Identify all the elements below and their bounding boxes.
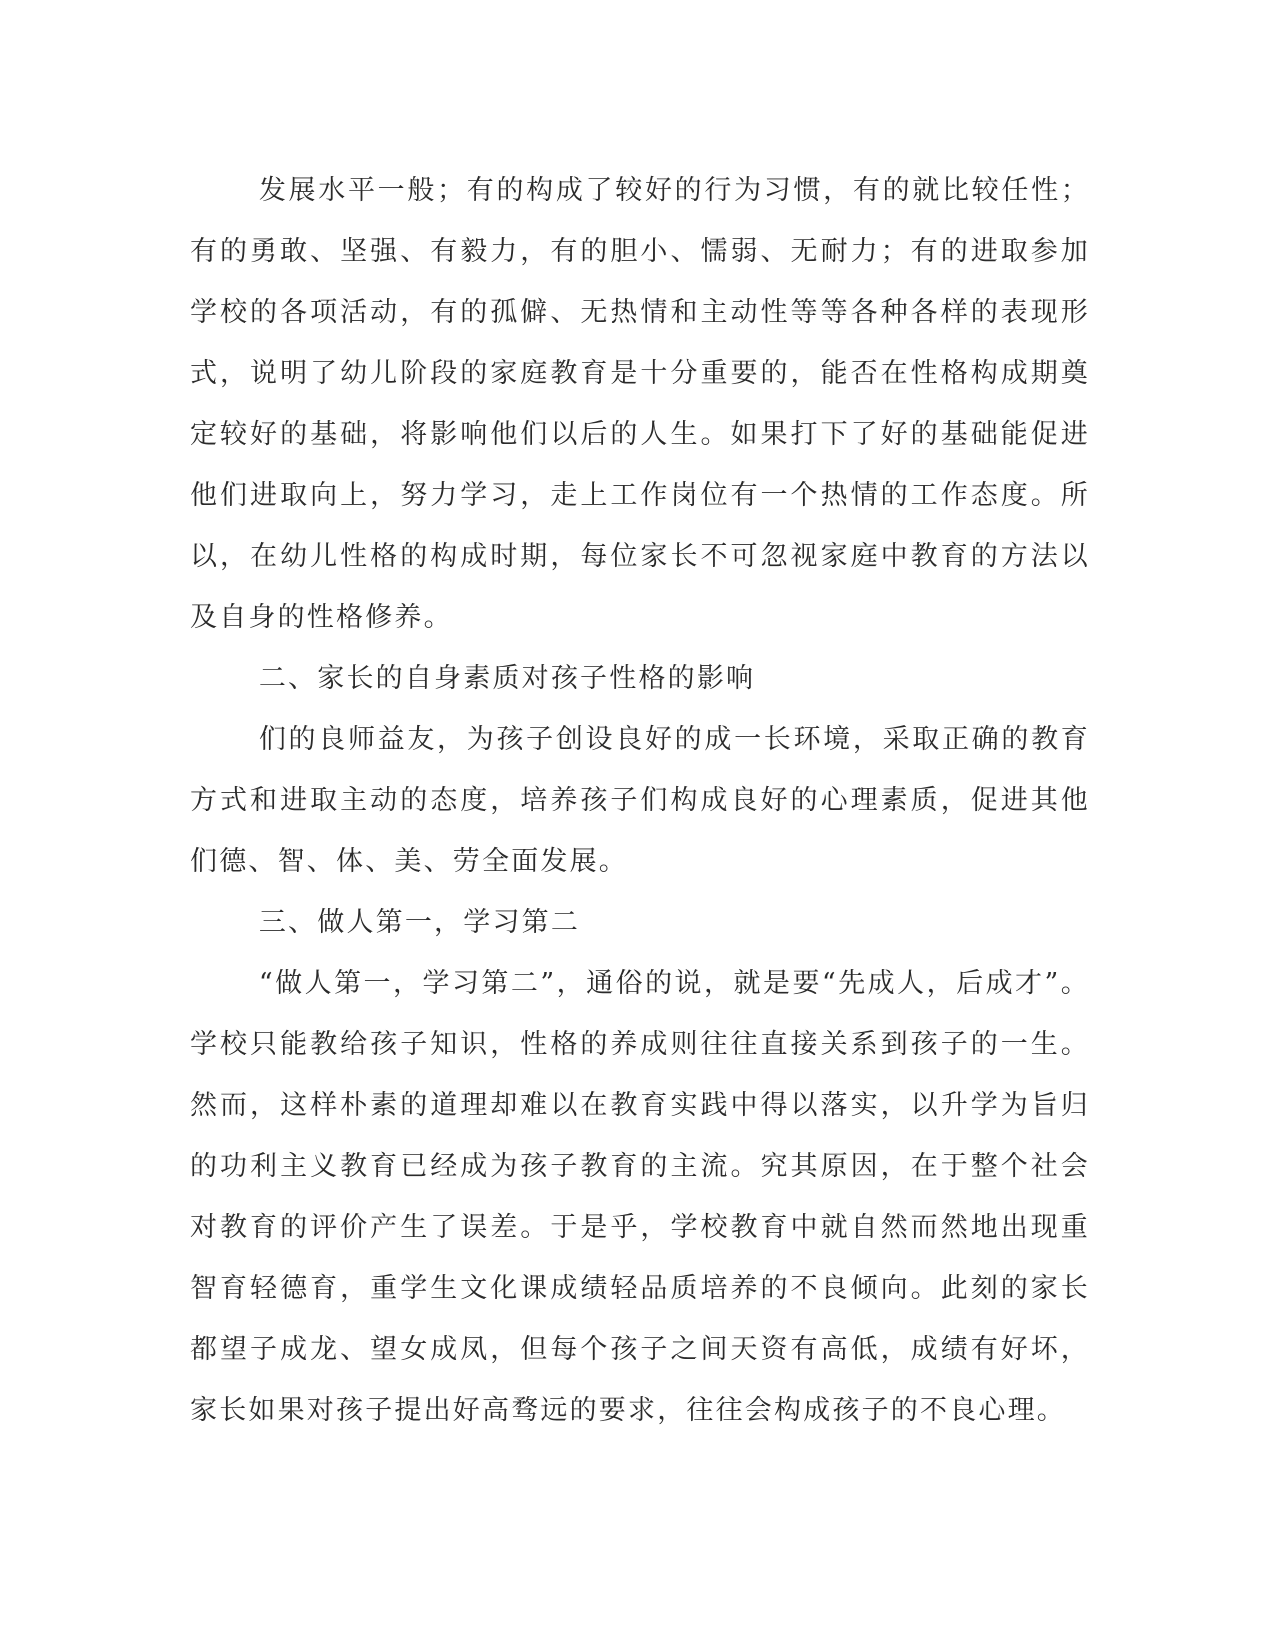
- paragraph-good-teacher: 们的良师益友，为孩子创设良好的成一长环境，采取正确的教育方式和进取主动的态度，培养孩子们构成良好的心理素质，促进其他们德、智、体、美、劳全面发展。: [190, 724, 1090, 877]
- paragraph-personality-development: 发展水平一般；有的构成了较好的行为习惯，有的就比较任性；有的勇敢、坚强、有毅力，有的胆小、懦弱、无耐力；有的进取参加学校的各项活动，有的孤僻、无热情和主动性等等各种各样的表现形式，说明了幼儿阶段的家庭教育是十分重要的，能否在性格构成期奠定较好的基础，将影响他们以后的人生。如果打下了好的基础能促进他们进取向上，努力学习，走上工作岗位有一个热情的工作态度。所以，在幼儿性格的构成时期，每位家长不可忽视家庭中教育的方法以及自身的性格修养。: [190, 175, 1090, 633]
- section-heading-2: 二、家长的自身素质对孩子性格的影响: [258, 663, 756, 694]
- section-heading-3: 三、做人第一，学习第二: [258, 907, 581, 938]
- document-body: [190, 160, 1090, 1441]
- paragraph-be-a-person-first: “做人第一，学习第二”，通俗的说，就是要“先成人，后成才”。学校只能教给孩子知识，性格的养成则往往直接关系到孩子的一生。然而，这样朴素的道理却难以在教育实践中得以落实，以升学为旨归的功利主义教育已经成为孩子教育的主流。究其原因，在于整个社会对教育的评价产生了误差。于是乎，学校教育中就自然而然地出现重智育轻德育，重学生文化课成绩轻品质培养的不良倾向。此刻的家长都望子成龙、望女成凤，但每个孩子之间天资有高低，成绩有好坏，家长如果对孩子提出好高骛远的要求，往往会构成孩子的不良心理。: [190, 968, 1090, 1426]
